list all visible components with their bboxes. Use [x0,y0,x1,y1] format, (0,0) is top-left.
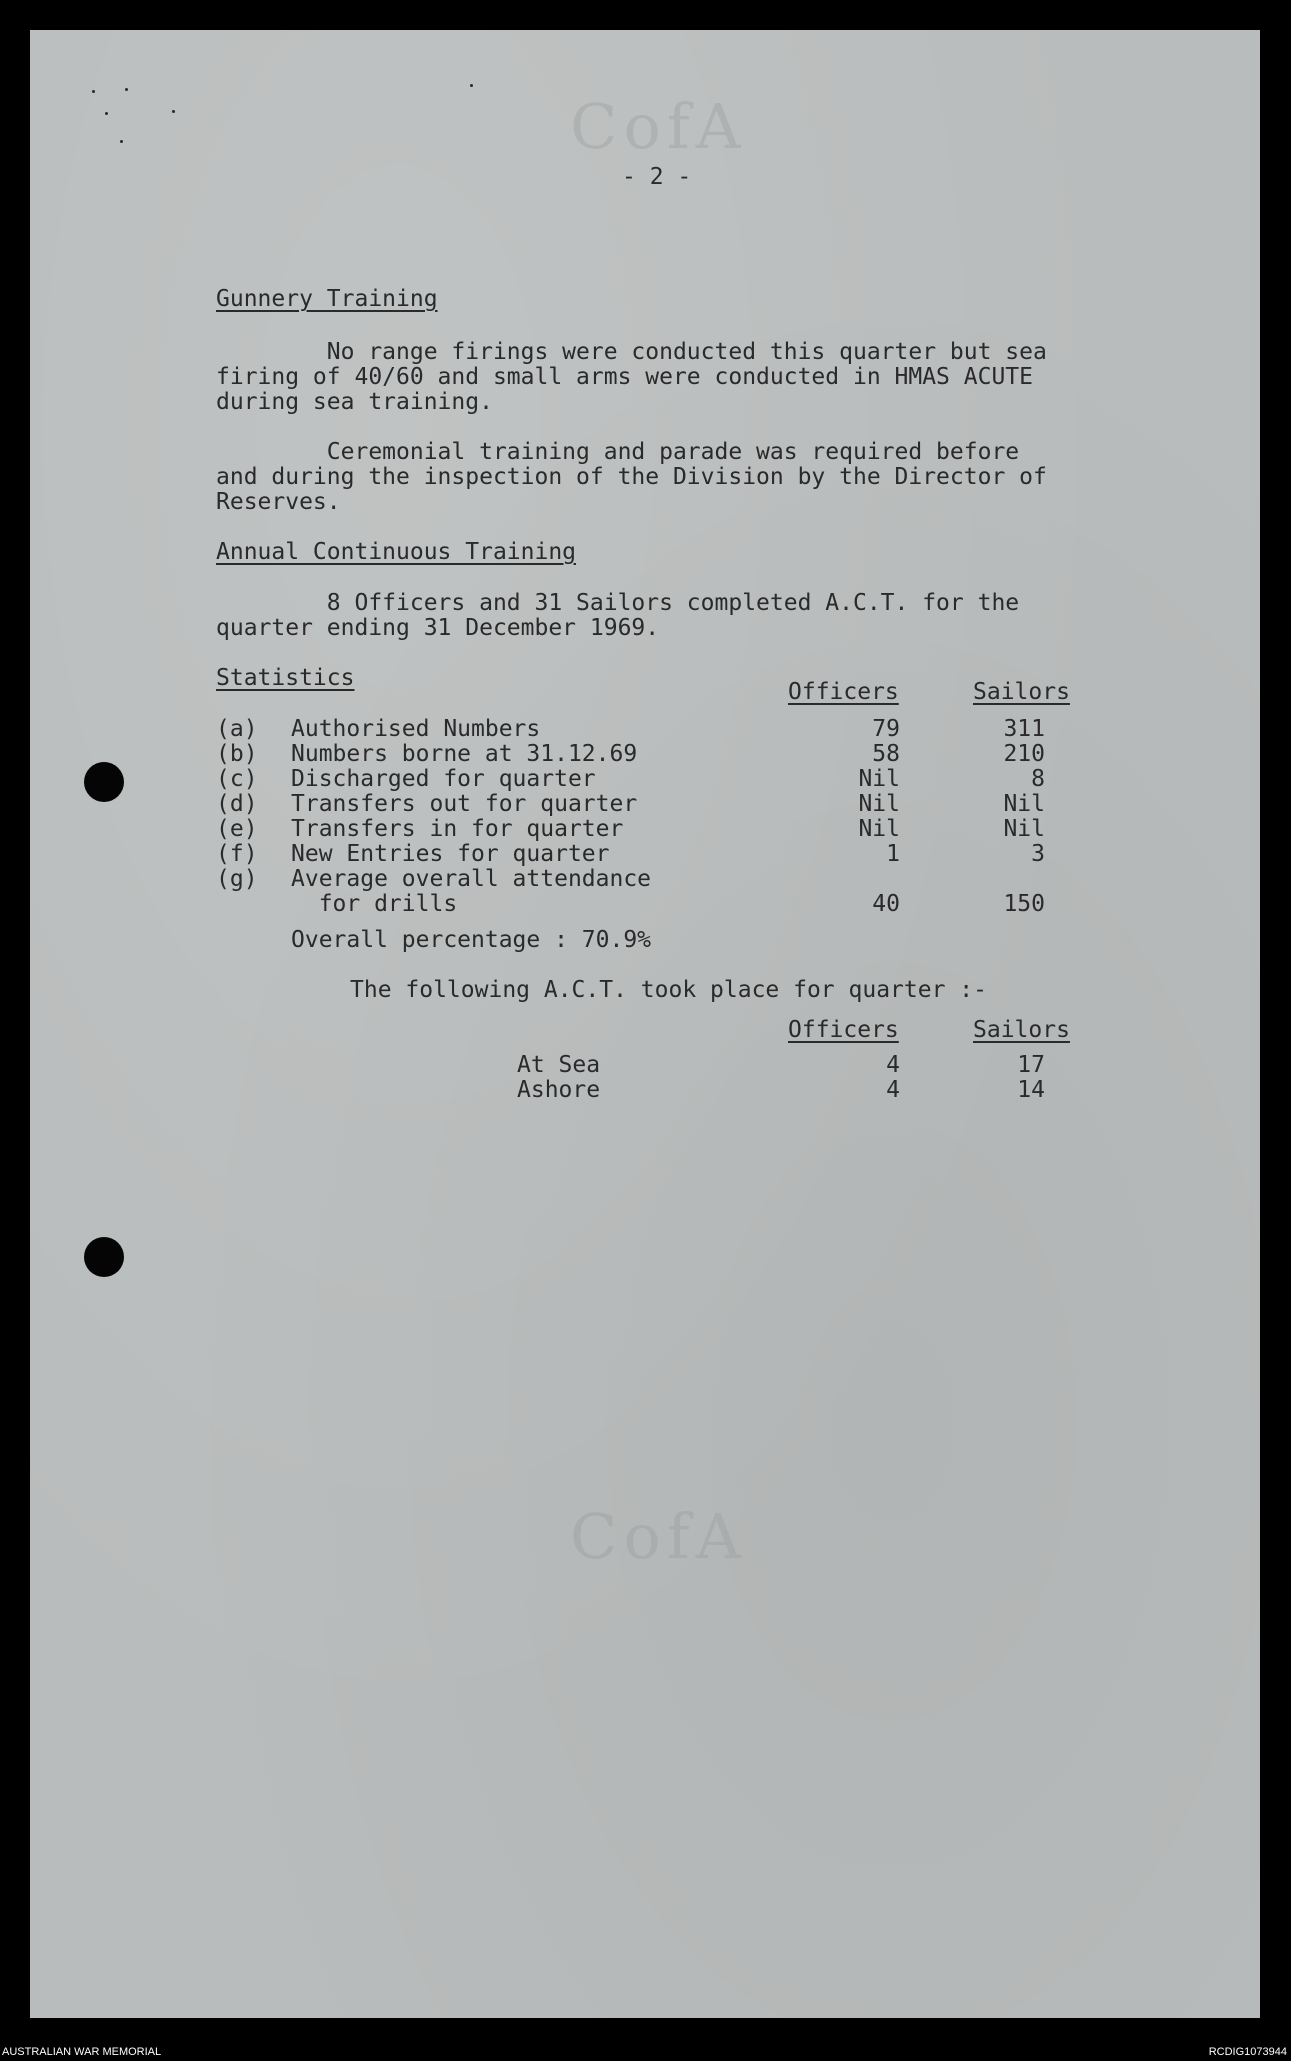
row-officers: 4 [886,1077,900,1103]
act-paragraph: 8 Officers and 31 Sailors completed A.C.T. for the quarter ending 31 December 1969. [216,590,1020,641]
row-sailors: 8 [1031,766,1045,792]
breakdown-col-sailors: Sailors [973,1017,1070,1043]
footer-record-id: RCDIG1073944 [1208,2046,1287,2058]
row-label: Numbers borne at 31.12.69 [291,741,638,767]
row-label: Authorised Numbers [291,716,541,742]
row-officers: Nil [858,766,900,792]
statistics-col-officers: Officers [788,679,899,705]
gunnery-paragraph-1: No range firings were conducted this quarter but sea firing of 40/60 and small arms were conducted in HMAS ACUTE during sea training. [216,339,1047,415]
row-label: Discharged for quarter [291,766,596,792]
paper-speck [125,88,128,91]
row-label: Ashore [517,1077,601,1103]
row-key: (c) [216,766,258,792]
row-sailors: 311 [1003,716,1045,742]
breakdown-col-officers: Officers [788,1017,899,1043]
paper-speck [120,140,123,143]
row-sailors: 3 [1031,841,1045,867]
footer-archive-name: AUSTRALIAN WAR MEMORIAL [2,2046,162,2058]
paper-speck [92,90,95,93]
row-officers: Nil [858,791,900,817]
punch-hole-upper [84,762,124,802]
act-breakdown-intro: The following A.C.T. took place for quarter :- [350,977,987,1003]
row-sailors: Nil [1003,816,1045,842]
row-sailors: 17 [1017,1052,1045,1078]
punch-hole-lower [84,1237,124,1277]
paper-speck [172,110,175,113]
row-label: Average overall attendance [291,866,652,892]
row-sailors: 14 [1017,1077,1045,1103]
document-page [30,30,1260,2018]
row-key: (f) [216,841,258,867]
row-label: New Entries for quarter [291,841,610,867]
row-key: (e) [216,816,258,842]
row-officers: 40 [872,891,900,917]
row-label: Transfers in for quarter [291,816,624,842]
row-officers: 4 [886,1052,900,1078]
statistics-col-sailors: Sailors [973,679,1070,705]
paper-speck [470,84,473,87]
row-sailors: 210 [1003,741,1045,767]
row-officers: Nil [858,816,900,842]
row-label: Transfers out for quarter [291,791,638,817]
watermark-top: CofA [570,90,747,163]
row-key: (a) [216,716,258,742]
row-officers: 1 [886,841,900,867]
row-officers: 79 [872,716,900,742]
statistics-heading: Statistics [216,665,355,691]
paper-speck [105,112,108,115]
row-label-continued: for drills [291,891,458,917]
page-number: - 2 - [622,164,692,190]
gunnery-paragraph-2: Ceremonial training and parade was required before and during the inspection of the Division by the Director of Reserves. [216,439,1047,515]
row-key: (b) [216,741,258,767]
row-key: (d) [216,791,258,817]
row-officers: 58 [872,741,900,767]
row-sailors: Nil [1003,791,1045,817]
act-heading: Annual Continuous Training [216,539,577,565]
overall-percentage: Overall percentage : 70.9% [291,927,652,953]
watermark-bottom: CofA [570,1500,747,1573]
row-label: At Sea [517,1052,601,1078]
row-sailors: 150 [1003,891,1045,917]
row-key: (g) [216,866,258,892]
gunnery-heading: Gunnery Training [216,286,438,312]
